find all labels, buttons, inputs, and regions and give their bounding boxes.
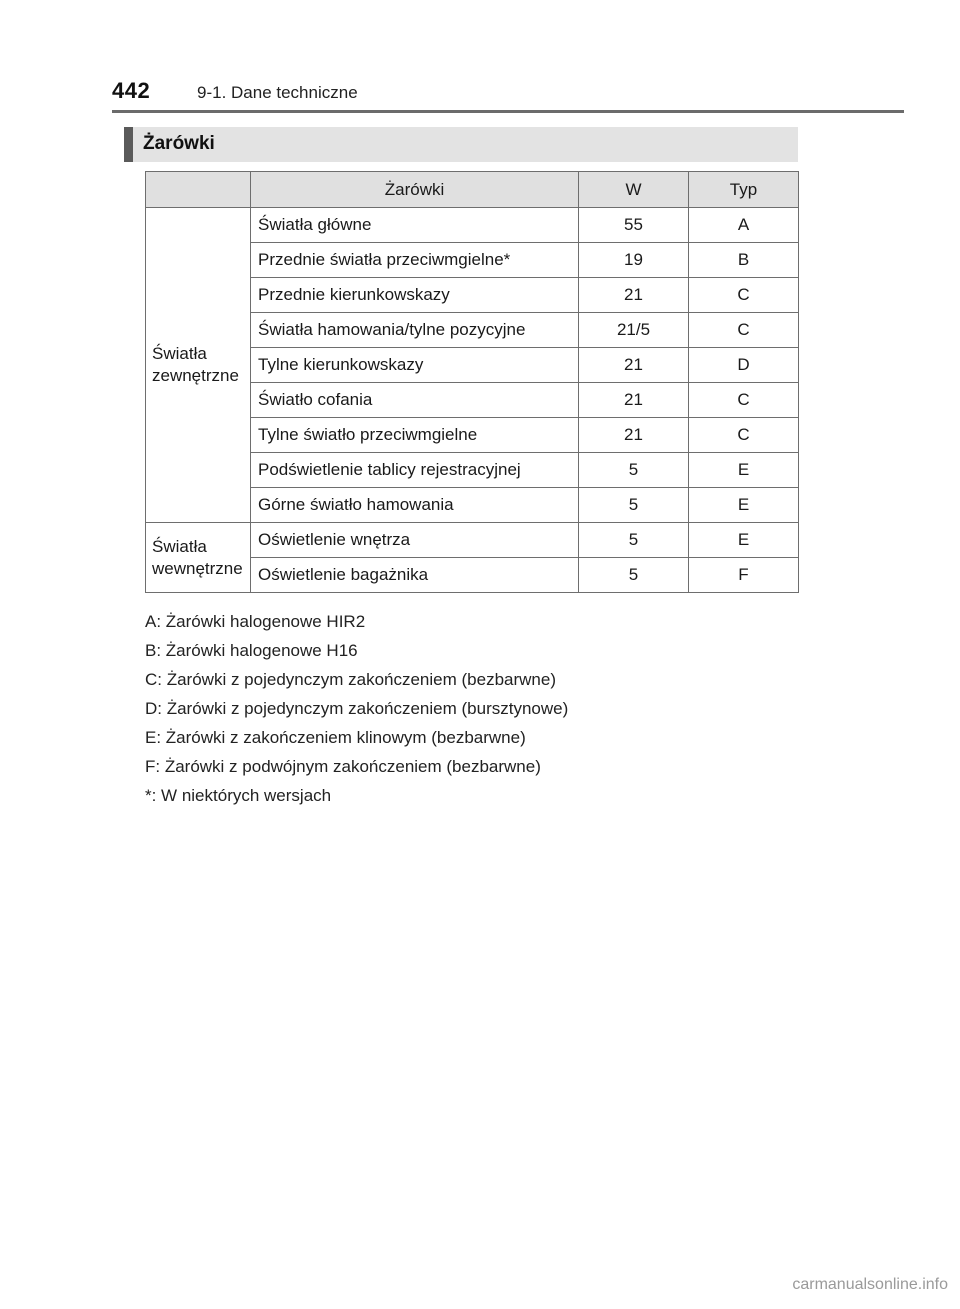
bulb-name: Światło cofania (251, 383, 579, 418)
bulb-watt: 21 (579, 383, 689, 418)
title-accent (124, 127, 133, 162)
group-label-line: Światła (152, 536, 207, 556)
table-row (146, 208, 799, 243)
bulb-name: Oświetlenie bagażnika (251, 558, 579, 593)
bulb-type: E (689, 523, 799, 558)
page-title: Żarówki (143, 133, 215, 154)
bulb-watt: 21 (579, 278, 689, 313)
bulb-type: C (689, 383, 799, 418)
group-label-line: zewnętrzne (152, 366, 239, 385)
table-header-row (146, 172, 799, 208)
group-interior-label (146, 523, 251, 593)
bulb-name: Tylne światło przeciwmgielne (251, 418, 579, 453)
bulb-type: B (689, 243, 799, 278)
bulb-watt: 5 (579, 453, 689, 488)
column-header-bulb: Żarówki (251, 172, 579, 208)
bulb-watt: 5 (579, 558, 689, 593)
bulb-type: E (689, 488, 799, 523)
bulb-watt: 55 (579, 208, 689, 243)
column-header-group (146, 172, 251, 208)
notes-list (145, 607, 805, 810)
bulb-name: Przednie kierunkowskazy (251, 278, 579, 313)
note-item: *: W niektórych wersjach (145, 786, 332, 805)
section-title: 9-1. Dane techniczne (197, 83, 358, 102)
bulb-type: E (689, 453, 799, 488)
group-label-line: Światła (152, 344, 207, 363)
bulb-watt: 21 (579, 348, 689, 383)
bulb-type: D (689, 348, 799, 383)
bulb-type: A (689, 208, 799, 243)
bulb-watt: 19 (579, 243, 689, 278)
bulb-watt: 21/5 (579, 313, 689, 348)
bulb-type: F (689, 558, 799, 593)
page-number: 442 (112, 78, 151, 103)
note-item: E: Żarówki z zakończeniem klinowym (bezbarwne) (145, 728, 526, 747)
watermark: carmanualsonline.info (792, 1276, 948, 1293)
column-header-type: Typ (689, 172, 799, 208)
bulb-type: C (689, 313, 799, 348)
bulb-name: Tylne kierunkowskazy (251, 348, 579, 383)
bulb-watt: 5 (579, 488, 689, 523)
bulb-type: C (689, 418, 799, 453)
note-item: F: Żarówki z podwójnym zakończeniem (bezbarwne) (145, 757, 541, 776)
title-bar (124, 127, 798, 162)
bulb-name: Światła główne (251, 208, 579, 243)
note-item: D: Żarówki z pojedynczym zakończeniem (bursztynowe) (145, 699, 569, 718)
note-item: B: Żarówki halogenowe H16 (145, 641, 358, 660)
bulb-name: Podświetlenie tablicy rejestracyjnej (251, 453, 579, 488)
group-label-line: wewnętrzne (152, 558, 243, 578)
header-rule (112, 110, 904, 113)
page-header (112, 78, 904, 114)
bulb-name: Przednie światła przeciwmgielne* (251, 243, 579, 278)
note-item: A: Żarówki halogenowe HIR2 (145, 612, 366, 631)
bulb-watt: 5 (579, 523, 689, 558)
bulb-name: Górne światło hamowania (251, 488, 579, 523)
group-exterior-label (146, 208, 251, 523)
bulbs-table (145, 171, 799, 593)
bulb-name: Światła hamowania/tylne pozycyjne (251, 313, 579, 348)
table-row (146, 523, 799, 558)
bulb-watt: 21 (579, 418, 689, 453)
bulb-type: C (689, 278, 799, 313)
column-header-watt: W (579, 172, 689, 208)
bulb-name: Oświetlenie wnętrza (251, 523, 579, 558)
note-item: C: Żarówki z pojedynczym zakończeniem (bezbarwne) (145, 670, 556, 689)
